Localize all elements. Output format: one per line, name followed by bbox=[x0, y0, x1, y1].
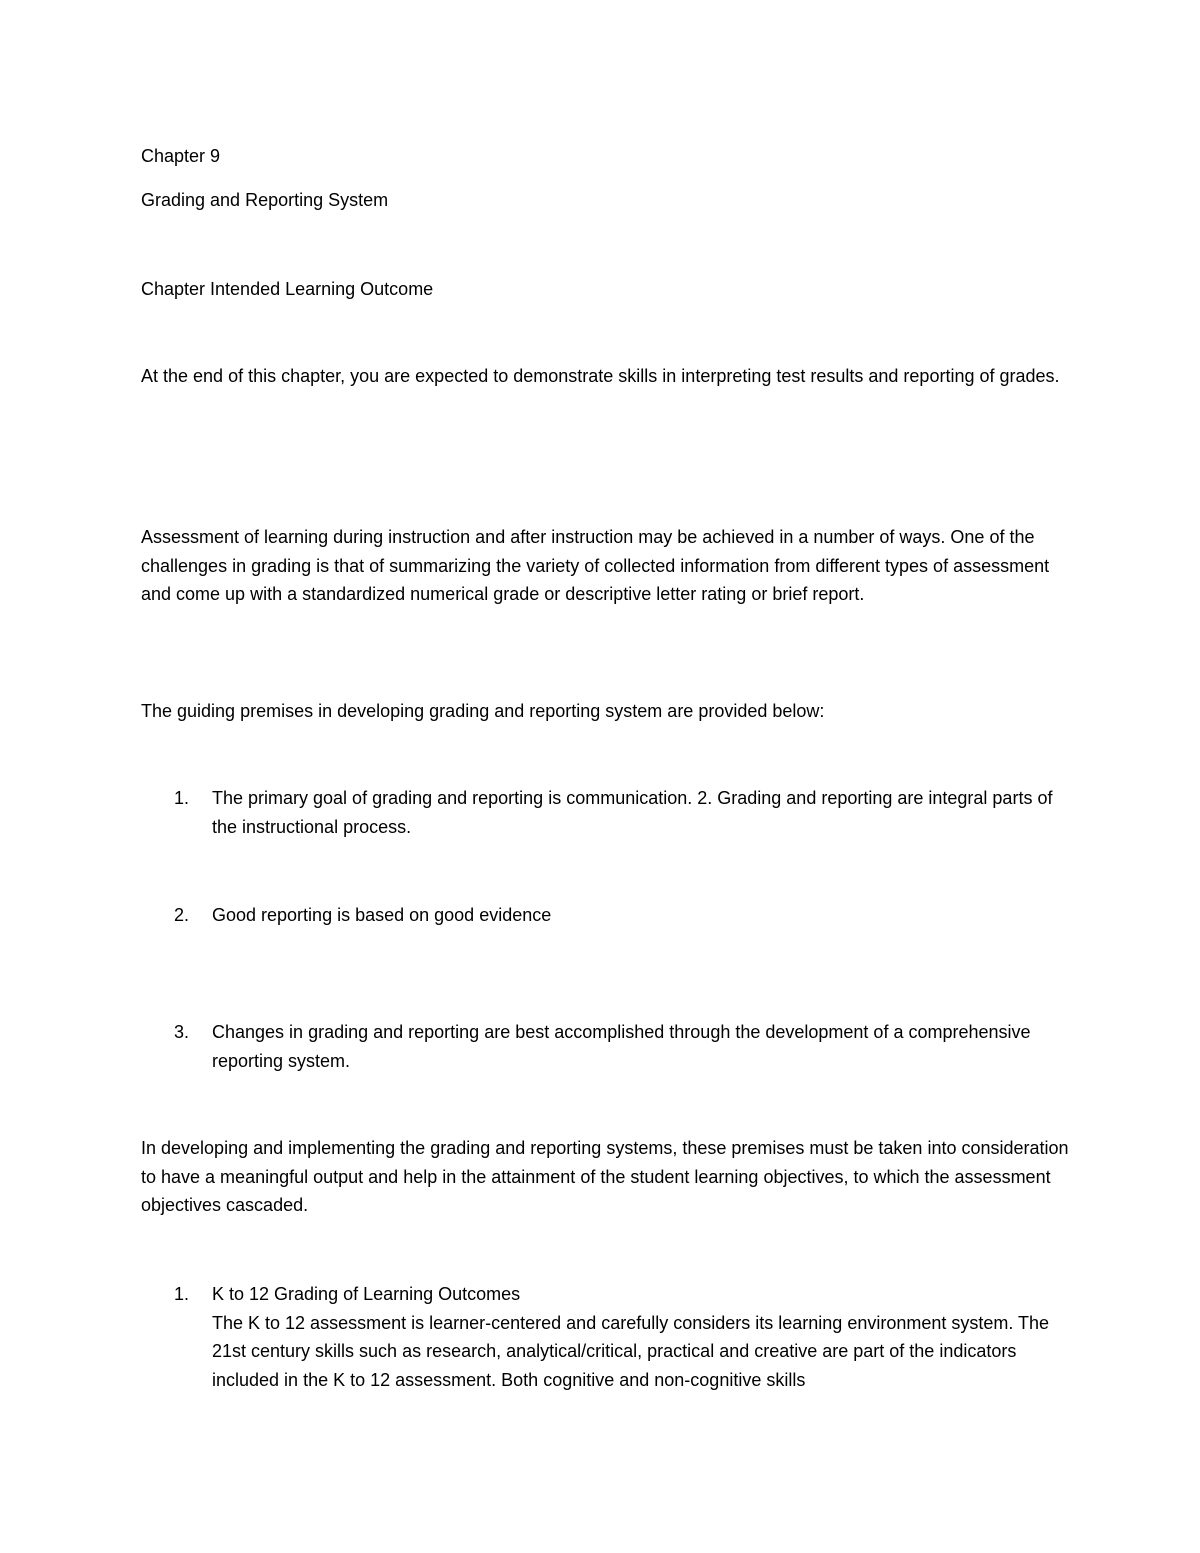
intro-paragraph: Assessment of learning during instruction and after instruction may be achieved in a number of ways. One of the challenges in grading is that of summarizing the variety of collected information from different types of assessment and come up with a standardized numerical grade or descriptive letter rating or brief report. bbox=[141, 527, 1050, 604]
section-heading: K to 12 Grading of Learning Outcomes bbox=[212, 1284, 521, 1304]
chapter-title: Grading and Reporting System bbox=[141, 190, 389, 210]
outcome-text: At the end of this chapter, you are expected to demonstrate skills in interpreting test results and reporting of grades. bbox=[141, 366, 1060, 386]
outcome-heading: Chapter Intended Learning Outcome bbox=[141, 279, 434, 299]
premise-number: 1. bbox=[174, 788, 190, 808]
premise-text: The primary goal of grading and reporting is communication. 2. Grading and reporting are integral parts of the instructional process. bbox=[212, 788, 1053, 837]
premise-text: Changes in grading and reporting are best accomplished through the development of a comprehensive reporting system. bbox=[212, 1022, 1031, 1071]
section-number: 1. bbox=[174, 1284, 190, 1304]
premises-conclusion: In developing and implementing the grading and reporting systems, these premises must be taken into consideration to have a meaningful output and help in the attainment of the student learning objectives, to which the assessment objectives cascaded. bbox=[141, 1138, 1069, 1215]
section-body bbox=[212, 1280, 1072, 1394]
premises-intro: The guiding premises in developing grading and reporting system are provided below: bbox=[141, 701, 825, 721]
chapter-number: Chapter 9 bbox=[141, 146, 221, 166]
premise-text: Good reporting is based on good evidence bbox=[212, 905, 552, 925]
premise-number: 3. bbox=[174, 1022, 190, 1042]
section-text: The K to 12 assessment is learner-centered and carefully considers its learning environment system. The 21st century skills such as research, analytical/critical, practical and creative are part of the indicators included in the K to 12 assessment. Both cognitive and non-cognitive skills bbox=[212, 1312, 1050, 1390]
premise-number: 2. bbox=[174, 905, 190, 925]
